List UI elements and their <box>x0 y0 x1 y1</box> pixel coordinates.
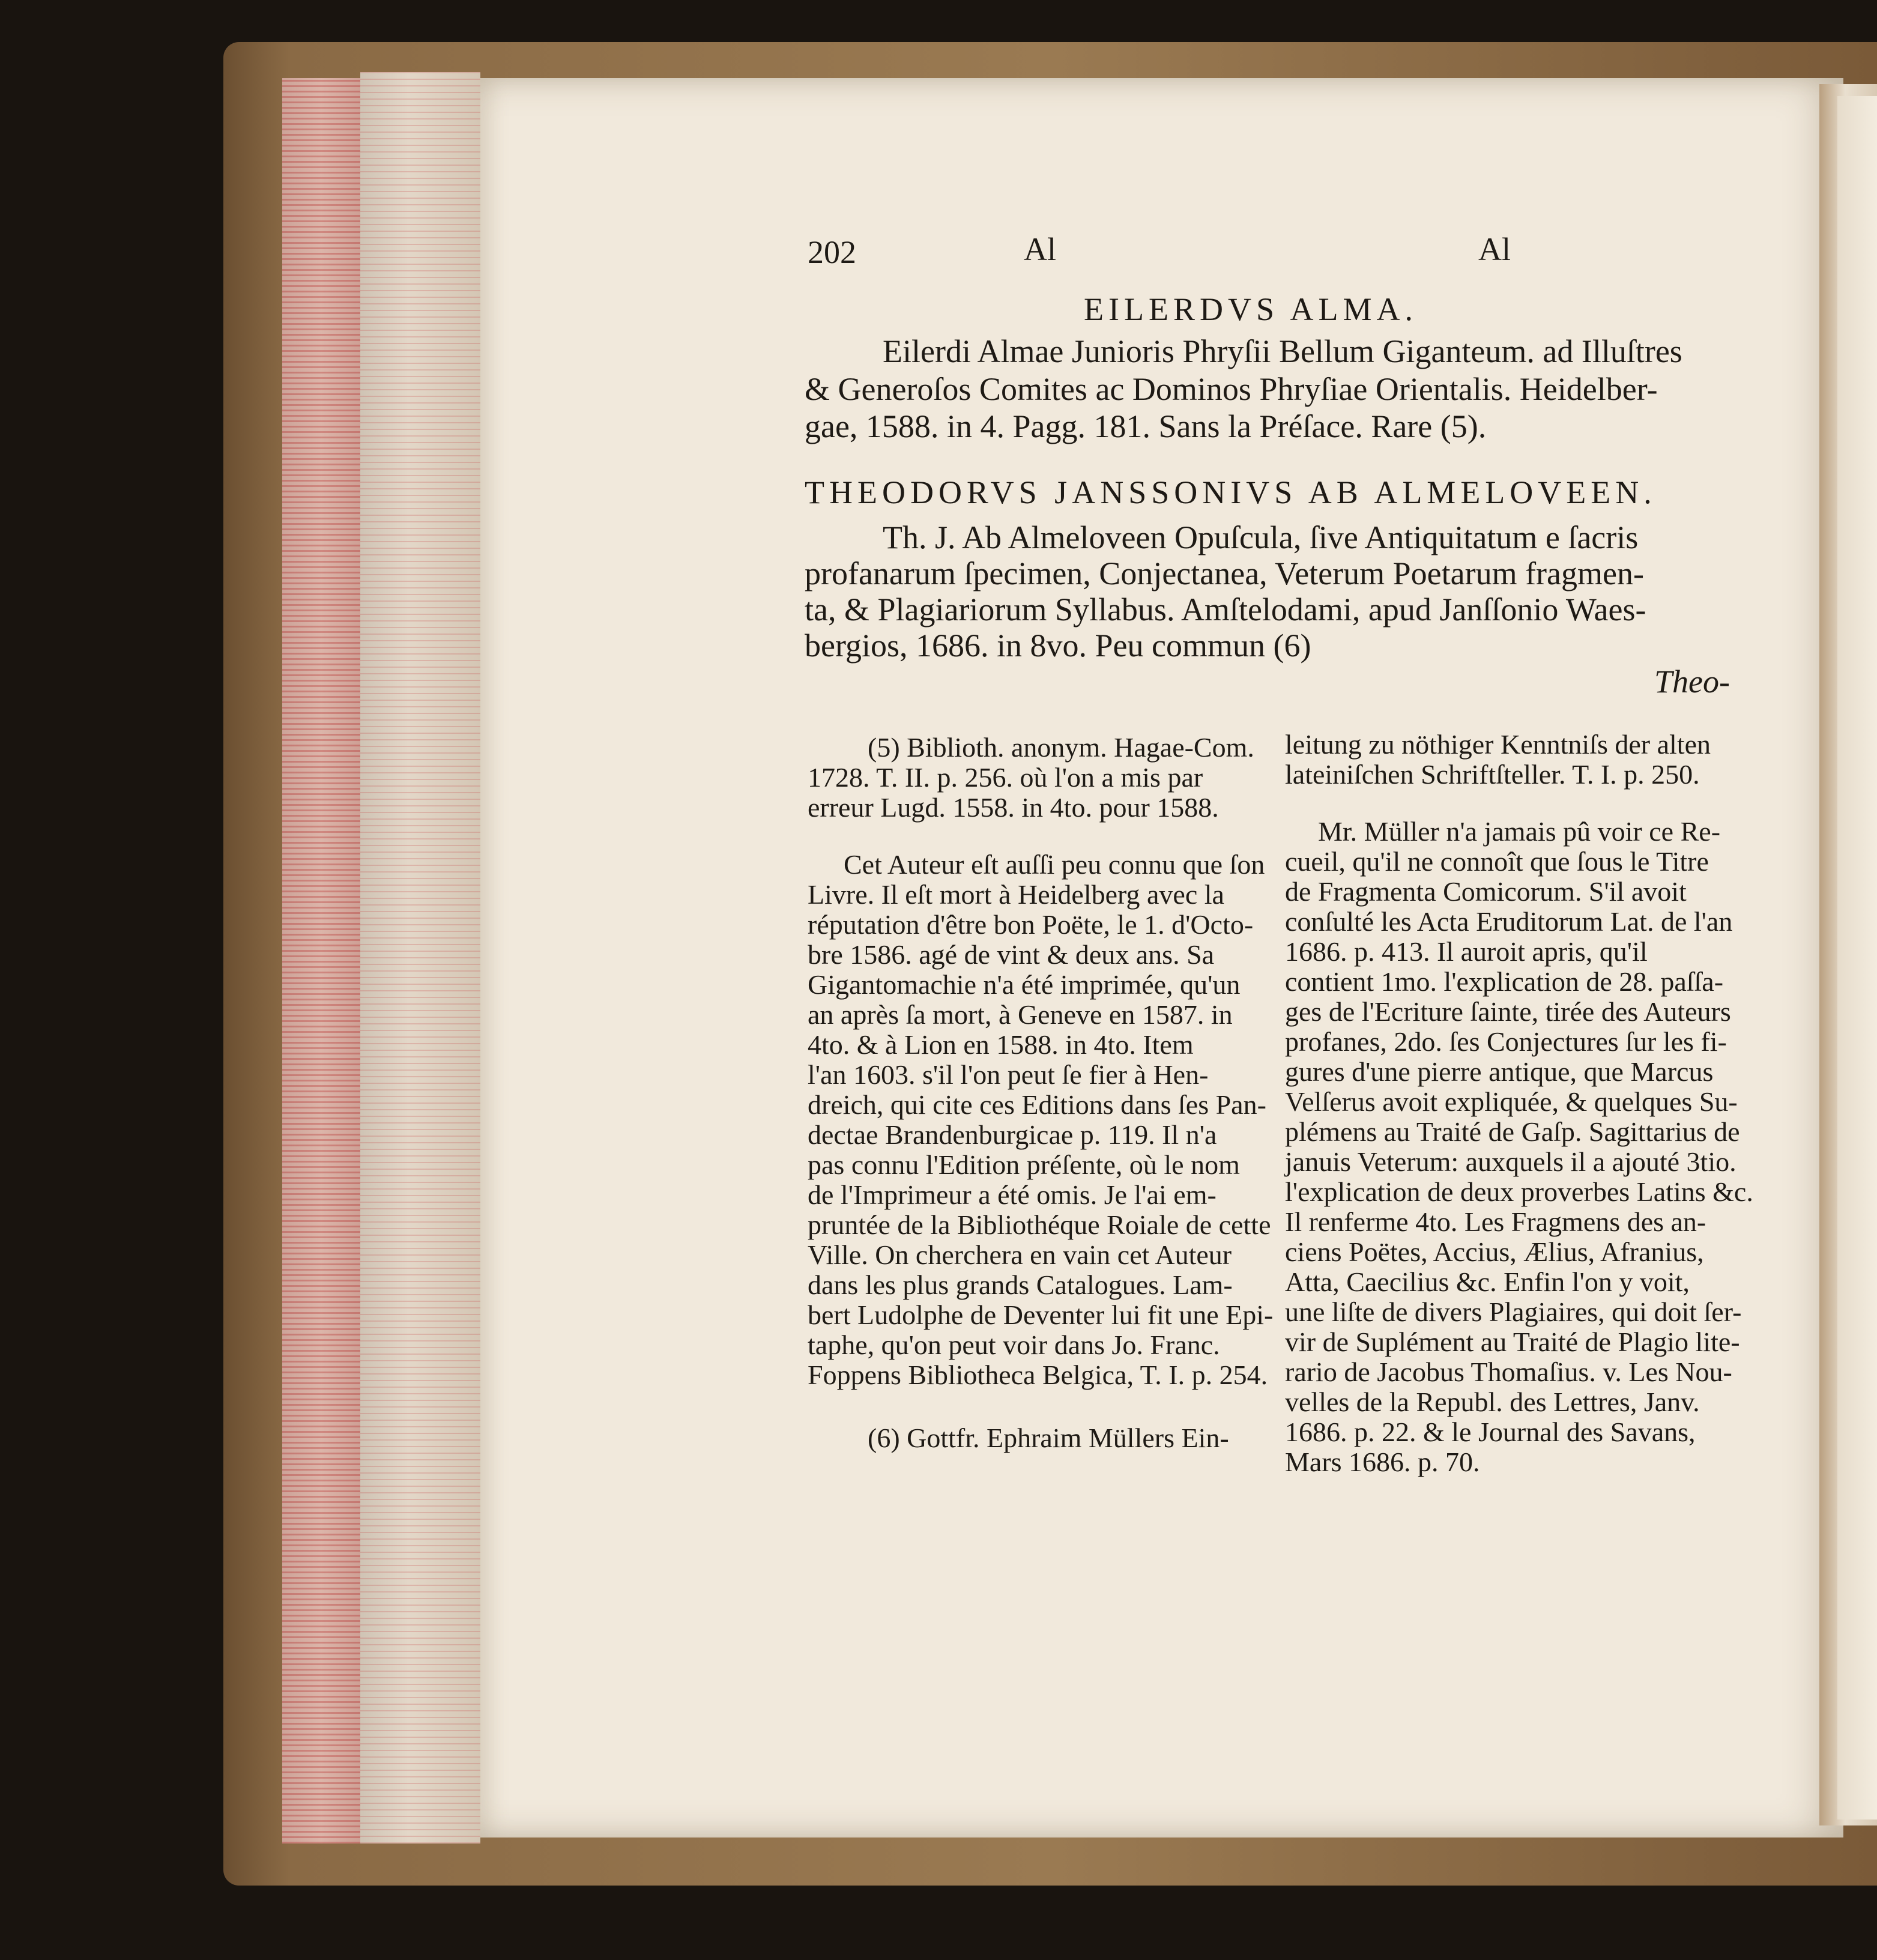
note-line: profanes, 2do. ſes Conjectures ſur les fi- <box>1285 1026 1727 1057</box>
note-line: Ville. On cherchera en vain cet Auteur <box>808 1239 1232 1270</box>
note-line: bre 1586. agé de vint & deux ans. Sa <box>808 939 1215 970</box>
note-line: l'an 1603. s'il l'on peut ſe fier à Hen- <box>808 1059 1209 1090</box>
page-edges-red <box>282 78 360 1844</box>
page-number: 202 <box>808 234 856 270</box>
running-head-right: Al <box>1478 231 1511 267</box>
entry-line: ta, & Plagiariorum Syllabus. Amſtelodami, apud Janſſonio Waes- <box>805 591 1646 628</box>
note-line: une liſte de divers Plagiaires, qui doit ſer- <box>1285 1296 1742 1327</box>
note-line: de l'Imprimeur a été omis. Je l'ai em- <box>808 1179 1217 1210</box>
note-line: (5) Biblioth. anonym. Hagae-Com. <box>868 732 1254 763</box>
note-line: Foppens Bibliotheca Belgica, T. I. p. 254. <box>808 1360 1268 1390</box>
note-line: Mars 1686. p. 70. <box>1285 1447 1480 1477</box>
note-line: januis Veterum: auxquels il a ajouté 3tio. <box>1285 1146 1736 1177</box>
note-line: (6) Gottfr. Ephraim Müllers Ein- <box>868 1423 1229 1453</box>
note-line: cueil, qu'il ne connoît que ſous le Titre <box>1285 846 1709 877</box>
note-line: an après ſa mort, à Geneve en 1587. in <box>808 999 1233 1030</box>
entry-line: bergios, 1686. in 8vo. Peu commun (6) <box>805 628 1311 664</box>
entry-heading: EILERDVS ALMA. <box>1084 291 1418 327</box>
note-line: Livre. Il eſt mort à Heidelberg avec la <box>808 879 1224 910</box>
note-line: Cet Auteur eſt auſſi peu connu que ſon <box>844 849 1265 880</box>
note-line: ciens Poëtes, Accius, Ælius, Afranius, <box>1285 1236 1704 1267</box>
note-line: 1728. T. II. p. 256. où l'on a mis par <box>808 762 1203 793</box>
note-line: lateiniſchen Schriftſteller. T. I. p. 250. <box>1285 759 1700 790</box>
note-line: 1686. p. 22. & le Journal des Savans, <box>1285 1417 1696 1447</box>
note-line: pas connu l'Edition préſente, où le nom <box>808 1149 1240 1180</box>
note-line: réputation d'être bon Poëte, le 1. d'Octo- <box>808 909 1254 940</box>
note-line: de Fragmenta Comicorum. S'il avoit <box>1285 876 1687 907</box>
note-line: Mr. Müller n'a jamais pû voir ce Re- <box>1318 816 1721 847</box>
note-line: dectae Brandenburgicae p. 119. Il n'a <box>808 1119 1217 1150</box>
note-line: bert Ludolphe de Deventer lui fit une Epi- <box>808 1299 1274 1330</box>
note-line: plémens au Traité de Gaſp. Sagittarius de <box>1285 1116 1740 1147</box>
note-line: 1686. p. 413. Il auroit apris, qu'il <box>1285 936 1648 967</box>
entry-line: & Generoſos Comites ac Dominos Phryſiae Orientalis. Heidelber- <box>805 371 1658 407</box>
entry-line: Th. J. Ab Almeloveen Opuſcula, ſive Antiquitatum e ſacris <box>883 519 1639 555</box>
entry-line: Eilerdi Almae Junioris Phryſii Bellum Giganteum. ad Illuſtres <box>883 333 1682 369</box>
catchword: Theo- <box>1654 664 1730 700</box>
note-line: contient 1mo. l'explication de 28. paſſa- <box>1285 966 1724 997</box>
note-line: vir de Suplément au Traité de Plagio lite- <box>1285 1326 1740 1357</box>
note-line: ges de l'Ecriture ſainte, tirée des Auteurs <box>1285 996 1731 1027</box>
running-head-left: Al <box>1024 231 1056 267</box>
note-line: dans les plus grands Catalogues. Lam- <box>808 1269 1233 1300</box>
note-line: gures d'une pierre antique, que Marcus <box>1285 1056 1714 1087</box>
page-edges <box>360 72 480 1844</box>
note-line: rario de Jacobus Thomaſius. v. Les Nou- <box>1285 1357 1732 1387</box>
note-line: conſulté les Acta Eruditorum Lat. de l'an <box>1285 906 1733 937</box>
note-line: Velſerus avoit expliquée, & quelques Su- <box>1285 1086 1738 1117</box>
note-line: Il renferme 4to. Les Fragmens des an- <box>1285 1206 1706 1237</box>
note-line: l'explication de deux proverbes Latins &c. <box>1285 1176 1753 1207</box>
entry-line: profanarum ſpecimen, Conjectanea, Veterum Poetarum fragmen- <box>805 555 1644 591</box>
note-line: leitung zu nöthiger Kenntniſs der alten <box>1285 729 1711 760</box>
note-line: 4to. & à Lion en 1588. in 4to. Item <box>808 1029 1194 1060</box>
note-line: velles de la Republ. des Lettres, Janv. <box>1285 1387 1700 1417</box>
entry-line: gae, 1588. in 4. Pagg. 181. Sans la Préſace. Rare (5). <box>805 408 1487 444</box>
note-line: dreich, qui cite ces Editions dans ſes Pan- <box>808 1089 1266 1120</box>
note-line: Atta, Caecilius &c. Enfin l'on y voit, <box>1285 1266 1690 1297</box>
note-line: Gigantomachie n'a été imprimée, qu'un <box>808 969 1241 1000</box>
note-line: pruntée de la Bibliothéque Roiale de cette <box>808 1209 1271 1240</box>
note-line: taphe, qu'on peut voir dans Jo. Franc. <box>808 1329 1220 1360</box>
entry-heading: THEODORVS JANSSONIVS AB ALMELOVEEN. <box>805 474 1657 510</box>
note-line: erreur Lugd. 1558. in 4to. pour 1588. <box>808 792 1219 823</box>
facing-page-edge <box>1837 96 1877 1819</box>
